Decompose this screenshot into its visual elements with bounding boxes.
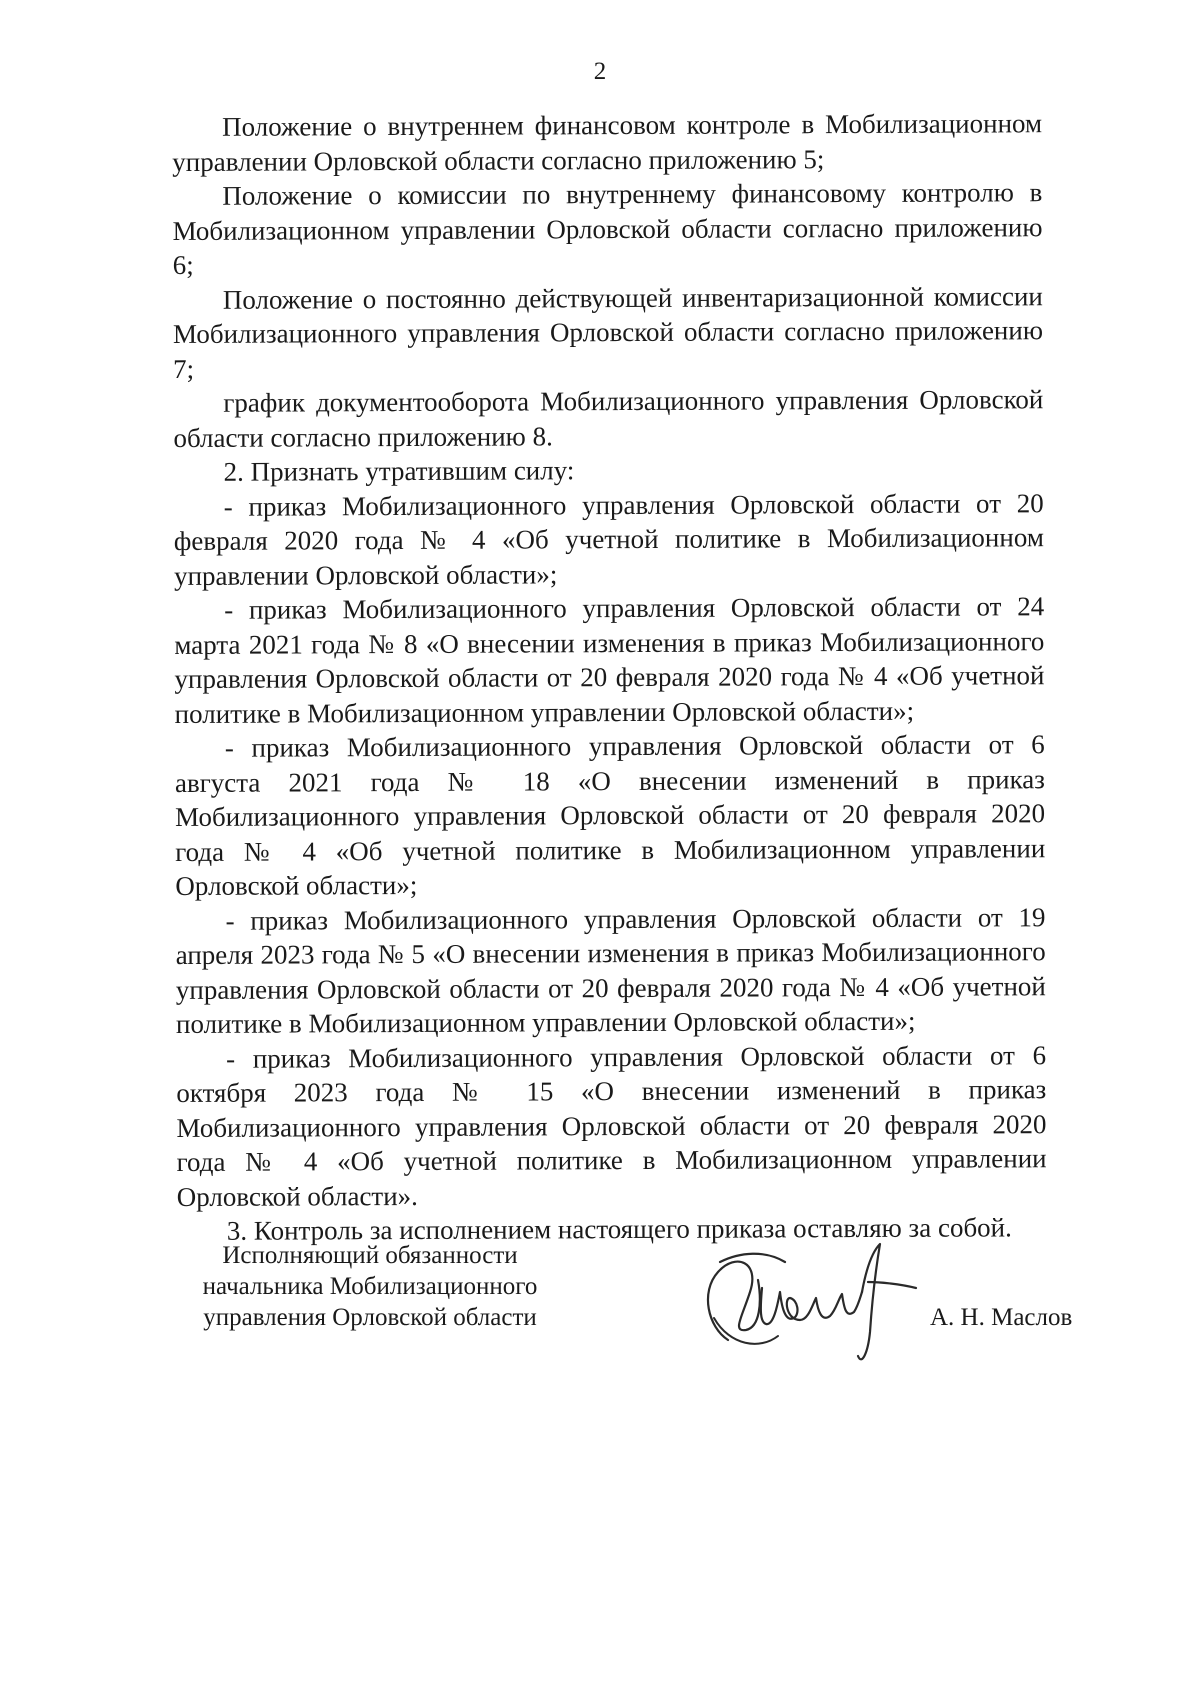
- paragraph-repealed-order-2: - приказ Мобилизационного управления Орловской области от 24 марта 2021 года № 8 «О внесении изменения в приказ Мобилизационного управления Орловской области от 20 февраля 2020 года № 4 «Об учетной политике в Мобилизационном управлении Орловской области»;: [174, 591, 1045, 729]
- signatory-position-line: Исполняющий обязанности: [222, 1242, 518, 1269]
- paragraph-repealed-order-3: - приказ Мобилизационного управления Орловской области от 6 августа 2021 года № 18 «О внесении изменений в приказ Мобилизационного управления Орловской области от 20 февраля 2020 года № 4 «Об учетной политике в Мобилизационном управлении Орловской области»;: [174, 729, 1046, 901]
- signature-block: [0, 1240, 1200, 1390]
- signatory-position-line: управления Орловской области: [203, 1304, 537, 1331]
- paragraph-item-2-heading: 2. Признать утратившим силу:: [223, 455, 575, 487]
- paragraph-appendix-7: Положение о постоянно действующей инвентаризационной комиссии Мобилизационного управления Орловской области согласно приложению 7;: [172, 280, 1044, 384]
- paragraph-repealed-order-1: - приказ Мобилизационного управления Орловской области от 20 февраля 2020 года № 4 «Об учетной политике в Мобилизационном управлении Орловской области»;: [173, 487, 1044, 591]
- paragraph-repealed-order-4: - приказ Мобилизационного управления Орловской области от 19 апреля 2023 года № 5 «О внесении изменения в приказ Мобилизационного управления Орловской области от 20 февраля 2020 года № 4 «Об учетной политике в Мобилизационном управлении Орловской области»;: [175, 901, 1046, 1039]
- paragraph-repealed-order-5: - приказ Мобилизационного управления Орловской области от 6 октября 2023 года № 15 «О внесении изменений в приказ Мобилизационного управления Орловской области от 20 февраля 2020 года № 4 «Об учетной политике в Мобилизационном управлении Орловской области».: [176, 1039, 1047, 1212]
- handwritten-signature: [690, 1222, 930, 1372]
- signatory-position: [200, 1240, 540, 1333]
- signatory-position-line: начальника Мобилизационного: [202, 1273, 538, 1300]
- page-number: 2: [593, 58, 607, 85]
- paragraph-appendix-5: Положение о внутреннем финансовом контроле в Мобилизационном управлении Орловской области согласно приложению 5;: [172, 108, 1043, 177]
- paragraph-appendix-8: график документооборота Мобилизационного управления Орловской области согласно приложению 8.: [173, 384, 1044, 453]
- document-body: [172, 106, 1047, 1248]
- paragraph-item-3: 3. Контроль за исполнением настоящего приказа оставляю за собой.: [226, 1212, 1012, 1246]
- paragraph-appendix-6: Положение о комиссии по внутреннему финансовому контролю в Мобилизационном управлении Орловской области согласно приложению 6;: [172, 177, 1043, 280]
- signatory-name: А. Н. Маслов: [930, 1304, 1073, 1331]
